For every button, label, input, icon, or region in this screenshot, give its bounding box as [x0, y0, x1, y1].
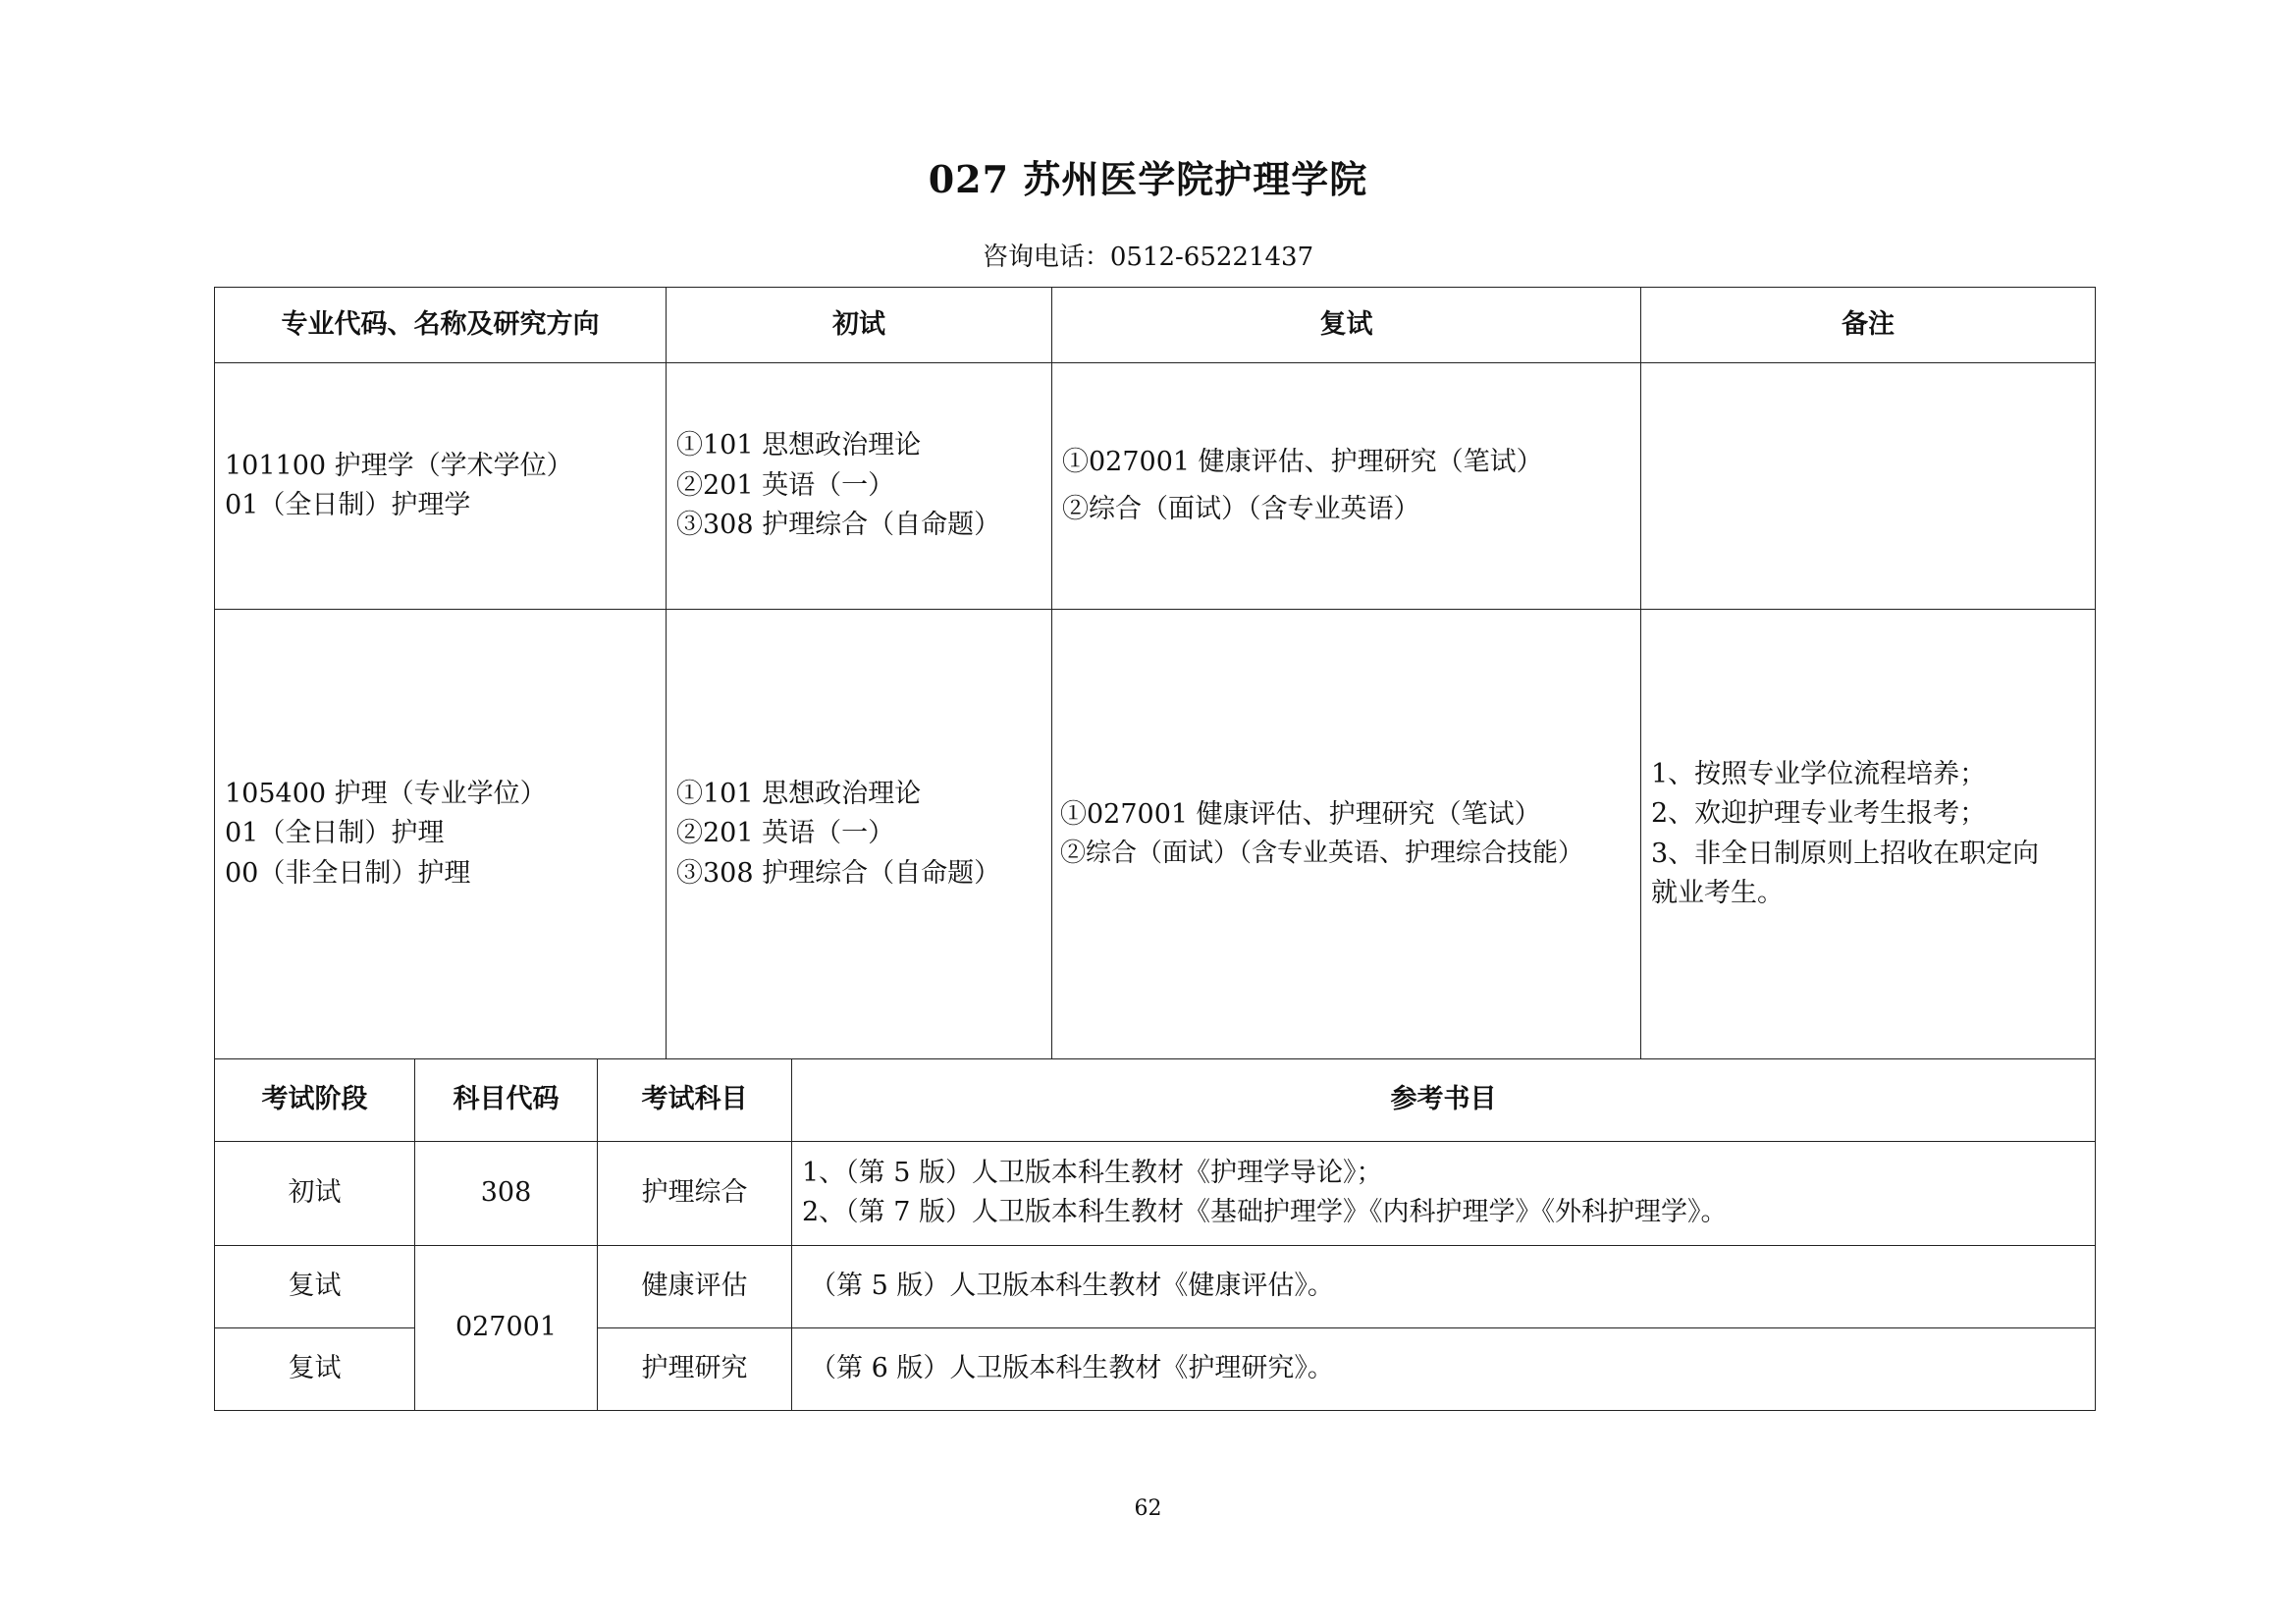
reference-books-table — [214, 1058, 2096, 1411]
header-subject: 考试科目 — [598, 1058, 792, 1141]
retest-line: ②综合（面试）（含专业英语、护理综合技能） — [1060, 839, 1584, 869]
header-retest: 复试 — [1052, 288, 1641, 363]
note-line: 3、非全日制原则上招收在职定向 — [1651, 838, 2040, 869]
code-cell: 308 — [415, 1141, 598, 1245]
major-line: 101100 护理学（学术学位） — [225, 450, 573, 481]
subject-cell: 护理综合 — [598, 1141, 792, 1245]
major-line: 00（非全日制）护理 — [225, 857, 471, 889]
table-row — [215, 1141, 2096, 1245]
major-line: 105400 护理（专业学位） — [225, 778, 547, 809]
initial-exam-line: ②201 英语（一） — [676, 818, 895, 849]
header-major: 专业代码、名称及研究方向 — [215, 288, 667, 363]
book-line: 2、（第 7 版）人卫版本科生教材《基础护理学》《内科护理学》《外科护理学》。 — [802, 1197, 1728, 1227]
page-number: 62 — [1134, 1496, 1162, 1521]
stage-cell: 初试 — [215, 1141, 415, 1245]
notes-cell — [1641, 363, 2096, 610]
book-line: （第 5 版）人卫版本科生教材《健康评估》。 — [810, 1270, 1334, 1301]
stage-cell: 复试 — [215, 1327, 415, 1410]
major-cell — [215, 610, 667, 1059]
page-title: 027 苏州医学院护理学院 — [928, 157, 1368, 201]
initial-exam-line: ①101 思想政治理论 — [676, 430, 922, 461]
notes-cell — [1641, 610, 2096, 1059]
table-row — [215, 610, 2096, 1059]
books-cell — [792, 1327, 2096, 1410]
note-line: 2、欢迎护理专业考生报考； — [1651, 798, 1987, 829]
major-table-header — [215, 288, 2096, 363]
reference-table-header — [215, 1058, 2096, 1141]
retest-cell — [1052, 363, 1641, 610]
subject-cell: 健康评估 — [598, 1245, 792, 1327]
initial-exam-cell — [667, 610, 1052, 1059]
header-notes: 备注 — [1641, 288, 2096, 363]
header-initial: 初试 — [667, 288, 1052, 363]
contact-phone: 咨询电话：0512-65221437 — [982, 243, 1314, 272]
header-code: 科目代码 — [415, 1058, 598, 1141]
note-line: 1、按照专业学位流程培养； — [1651, 758, 1987, 789]
retest-line: ①027001 健康评估、护理研究（笔试） — [1062, 446, 1543, 477]
initial-exam-line: ①101 思想政治理论 — [676, 778, 922, 809]
initial-exam-line: ③308 护理综合（自命题） — [676, 510, 1001, 541]
major-cell — [215, 363, 667, 610]
retest-cell — [1052, 610, 1641, 1059]
book-line: （第 6 版）人卫版本科生教材《护理研究》。 — [810, 1352, 1334, 1383]
code-cell: 027001 — [415, 1245, 598, 1410]
books-cell — [792, 1141, 2096, 1245]
header-stage: 考试阶段 — [215, 1058, 415, 1141]
book-line: 1、（第 5 版）人卫版本科生教材《护理学导论》； — [802, 1157, 1383, 1188]
header-books: 参考书目 — [792, 1058, 2096, 1141]
major-table — [214, 287, 2096, 1059]
retest-line: ②综合（面试）（含专业英语） — [1062, 494, 1420, 524]
stage-cell: 复试 — [215, 1245, 415, 1327]
major-line: 01（全日制）护理 — [225, 818, 445, 849]
major-line: 01（全日制）护理学 — [225, 490, 471, 520]
books-cell — [792, 1245, 2096, 1327]
initial-exam-cell — [667, 363, 1052, 610]
initial-exam-line: ②201 英语（一） — [676, 469, 895, 501]
retest-line: ①027001 健康评估、护理研究（笔试） — [1060, 798, 1541, 830]
note-line: 就业考生。 — [1651, 878, 1784, 908]
initial-exam-line: ③308 护理综合（自命题） — [676, 857, 1001, 889]
table-row — [215, 363, 2096, 610]
subject-cell: 护理研究 — [598, 1327, 792, 1410]
table-row — [215, 1245, 2096, 1327]
